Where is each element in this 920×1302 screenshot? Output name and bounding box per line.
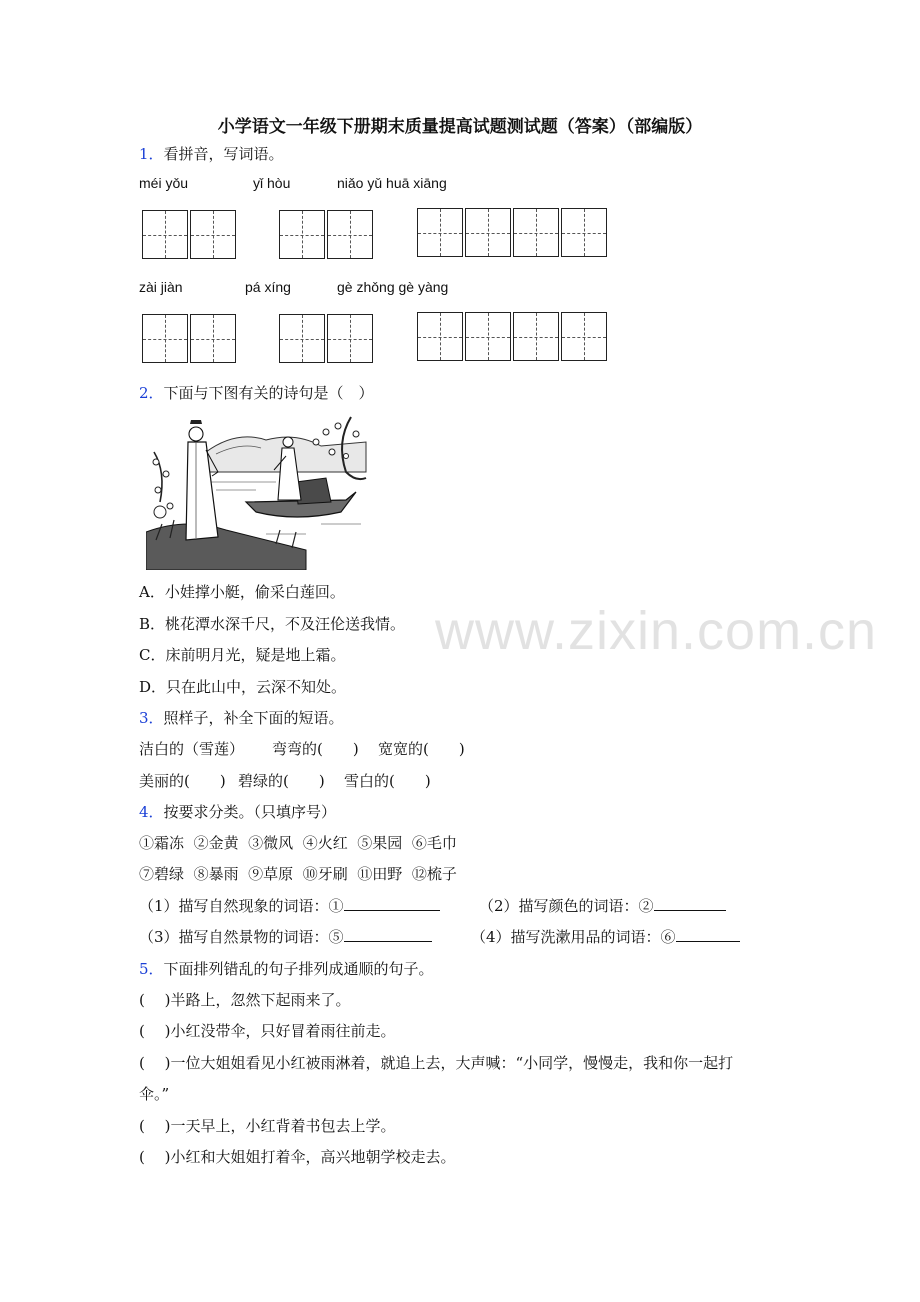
sentence-text: 半路上，忽然下起雨来了。: [170, 991, 351, 1009]
sentence-text: 小红没带伞，只好冒着雨往前走。: [170, 1022, 396, 1040]
q5-sentence-2[interactable]: [139, 1020, 396, 1041]
writing-grid-6[interactable]: [417, 312, 609, 361]
q4-number: 4．: [139, 803, 164, 821]
word-item: ⑦碧绿: [139, 865, 185, 883]
sentence-text: 一天早上，小红背着书包去上学。: [170, 1117, 396, 1135]
q3-phrase[interactable]: 碧绿的( ): [238, 772, 325, 790]
category-label: （1）描写自然现象的词语：①: [139, 897, 344, 915]
order-bracket[interactable]: ( ): [139, 1054, 171, 1072]
word-item: ②金黄: [193, 834, 239, 852]
word-item: ③微风: [248, 834, 294, 852]
pinyin-6: gè zhǒng gè yàng: [337, 279, 449, 295]
q4-category-2[interactable]: [479, 895, 726, 916]
q2-number: 2．: [139, 384, 164, 402]
pinyin-3: niǎo yǔ huā xiāng: [337, 175, 447, 191]
q4-category-1[interactable]: [139, 895, 440, 916]
writing-grid-2[interactable]: [279, 210, 375, 259]
q3-phrase[interactable]: 宽宽的( ): [378, 740, 465, 758]
pinyin-2: yǐ hòu: [253, 175, 291, 191]
grid-cell[interactable]: [561, 312, 607, 361]
q1-number: 1．: [139, 145, 164, 163]
q1-prompt: [139, 143, 284, 164]
answer-blank[interactable]: [344, 896, 440, 911]
pinyin-1: méi yǒu: [139, 175, 189, 191]
q5-sentence-5[interactable]: [139, 1146, 456, 1167]
writing-grid-1[interactable]: [142, 210, 238, 259]
q3-phrase: 洁白的（雪莲）: [139, 740, 245, 758]
grid-cell[interactable]: [279, 210, 325, 259]
category-label: （4）描写洗漱用品的词语：⑥: [471, 928, 676, 946]
q3-phrase[interactable]: 雪白的( ): [344, 772, 431, 790]
word-item: ④火红: [302, 834, 348, 852]
word-item: ⑪田野: [357, 865, 403, 883]
grid-cell[interactable]: [279, 314, 325, 363]
grid-cell[interactable]: [465, 312, 511, 361]
answer-blank[interactable]: [344, 927, 432, 942]
grid-cell[interactable]: [513, 312, 559, 361]
grid-cell[interactable]: [465, 208, 511, 257]
watermark: www.zixin.com.cn: [435, 601, 878, 661]
q4-prompt: [139, 801, 336, 822]
q2-option-b[interactable]: B．桃花潭水深千尺，不及汪伦送我情。: [139, 615, 406, 633]
grid-cell[interactable]: [513, 208, 559, 257]
q4-category-3[interactable]: [139, 926, 432, 947]
q4-items-row-2: [139, 863, 457, 884]
q3-text: 照样子，补全下面的短语。: [163, 709, 344, 727]
q3-number: 3．: [139, 709, 164, 727]
answer-blank[interactable]: [676, 927, 740, 942]
writing-grid-5[interactable]: [279, 314, 375, 363]
q2-text: 下面与下图有关的诗句是（ ）: [163, 384, 374, 402]
answer-blank[interactable]: [654, 896, 726, 911]
q5-sentence-3-cont: 伞。”: [139, 1085, 170, 1103]
word-item: ⑧暴雨: [193, 865, 239, 883]
q5-sentence-1[interactable]: [139, 989, 351, 1010]
category-label: （3）描写自然景物的词语：⑤: [139, 928, 344, 946]
poem-illustration: [146, 412, 372, 570]
q2-option-d[interactable]: D．只在此山中，云深不知处。: [139, 678, 347, 696]
word-item: ⑥毛巾: [411, 834, 457, 852]
page-title: 小学语文一年级下册期末质量提高试题测试题（答案）（部编版）: [217, 117, 703, 137]
writing-grid-3[interactable]: [417, 208, 609, 257]
order-bracket[interactable]: ( ): [139, 991, 171, 1009]
q4-category-4[interactable]: [471, 926, 740, 947]
order-bracket[interactable]: ( ): [139, 1148, 171, 1166]
q5-text: 下面排列错乱的句子排列成通顺的句子。: [163, 960, 434, 978]
q5-sentence-4[interactable]: [139, 1115, 396, 1136]
order-bracket[interactable]: ( ): [139, 1117, 171, 1135]
word-item: ⑨草原: [248, 865, 294, 883]
q5-number: 5．: [139, 960, 164, 978]
category-label: （2）描写颜色的词语：②: [479, 897, 654, 915]
sentence-text: 小红和大姐姐打着伞，高兴地朝学校走去。: [170, 1148, 456, 1166]
q2-prompt: [139, 382, 374, 403]
q4-items-row-1: [139, 832, 457, 853]
q3-prompt: [139, 707, 344, 728]
grid-cell[interactable]: [561, 208, 607, 257]
q2-option-a[interactable]: A．小娃撑小艇，偷采白莲回。: [139, 583, 345, 601]
q2-option-c[interactable]: C．床前明月光，疑是地上霜。: [139, 646, 346, 664]
q1-text: 看拼音，写词语。: [163, 145, 284, 163]
grid-cell[interactable]: [327, 314, 373, 363]
grid-cell[interactable]: [190, 314, 236, 363]
q5-prompt: [139, 958, 434, 979]
sentence-text: 一位大姐姐看见小红被雨淋着，就追上去，大声喊：“小同学，慢慢走，我和你一起打: [170, 1054, 734, 1072]
grid-cell[interactable]: [417, 208, 463, 257]
pinyin-5: pá xíng: [245, 279, 291, 295]
pinyin-4: zài jiàn: [139, 279, 183, 295]
word-item: ⑤果园: [357, 834, 403, 852]
grid-cell[interactable]: [417, 312, 463, 361]
q3-phrase[interactable]: 弯弯的( ): [272, 740, 359, 758]
word-item: ⑩牙刷: [302, 865, 348, 883]
word-item: ⑫梳子: [411, 865, 457, 883]
grid-cell[interactable]: [142, 210, 188, 259]
grid-cell[interactable]: [142, 314, 188, 363]
q4-text: 按要求分类。（只填序号）: [163, 803, 337, 821]
grid-cell[interactable]: [327, 210, 373, 259]
word-item: ①霜冻: [139, 834, 185, 852]
writing-grid-4[interactable]: [142, 314, 238, 363]
q3-phrase[interactable]: 美丽的( ): [139, 772, 226, 790]
q5-sentence-3[interactable]: [139, 1052, 733, 1073]
order-bracket[interactable]: ( ): [139, 1022, 171, 1040]
grid-cell[interactable]: [190, 210, 236, 259]
